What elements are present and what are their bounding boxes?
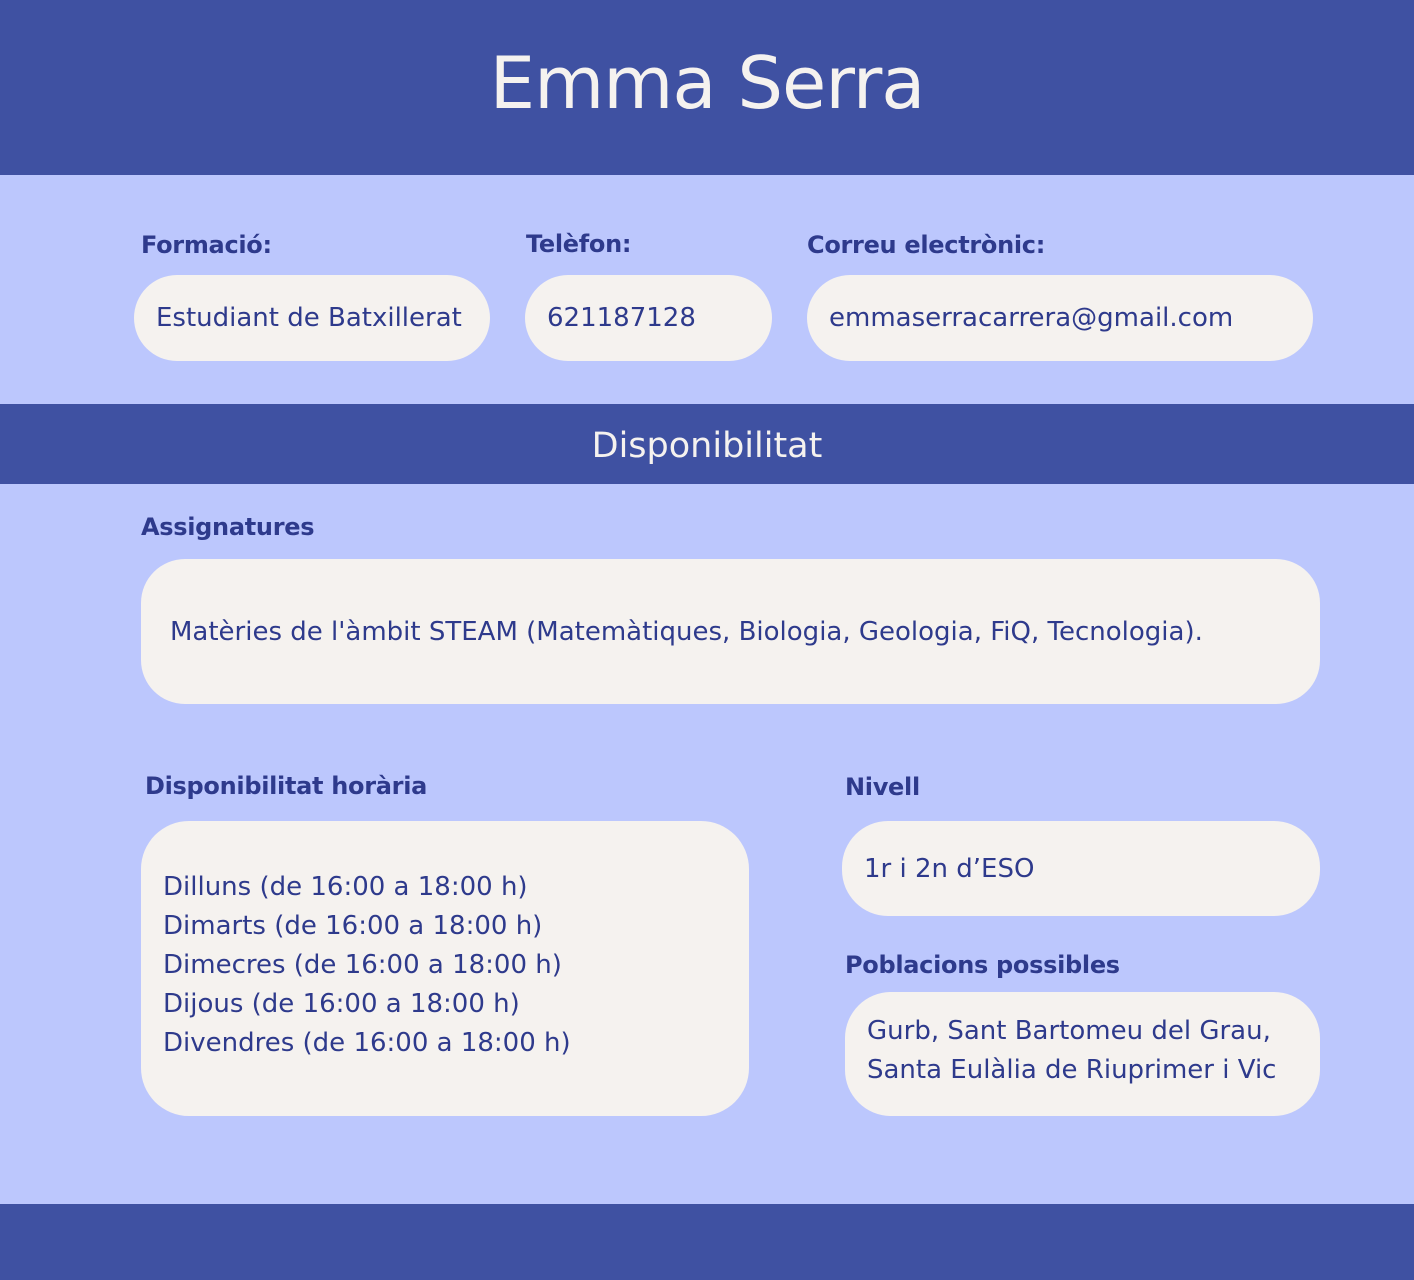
horaria-label: Disponibilitat horària	[145, 772, 428, 800]
telefon-value[interactable]: 621187128	[547, 303, 696, 333]
correu-label: Correu electrònic:	[807, 231, 1046, 259]
telefon-label: Telèfon:	[526, 230, 632, 258]
formacio-value: Estudiant de Batxillerat	[156, 303, 462, 333]
horaria-day: Divendres (de 16:00 a 18:00 h)	[163, 1028, 571, 1058]
correu-value[interactable]: emmaserracarrera@gmail.com	[829, 303, 1234, 333]
poblacions-line: Santa Eulàlia de Riuprimer i Vic	[867, 1055, 1277, 1085]
formacio-label: Formació:	[141, 231, 272, 259]
poblacions-label: Poblacions possibles	[845, 951, 1120, 979]
correu-field[interactable]	[807, 275, 1313, 361]
assignatures-value: Matèries de l'àmbit STEAM (Matemàtiques, Biologia, Geologia, FiQ, Tecnologia).	[170, 616, 1203, 647]
horaria-day: Dijous (de 16:00 a 18:00 h)	[163, 989, 520, 1019]
section-title: Disponibilitat	[591, 426, 823, 466]
telefon-field[interactable]	[525, 275, 772, 361]
poblacions-box	[845, 992, 1320, 1116]
poblacions-line: Gurb, Sant Bartomeu del Grau,	[867, 1016, 1271, 1046]
assignatures-box	[141, 559, 1320, 704]
horaria-day: Dimecres (de 16:00 a 18:00 h)	[163, 950, 562, 980]
nivell-value: 1r i 2n d’ESO	[864, 853, 1035, 884]
formacio-field	[134, 275, 490, 361]
horaria-day: Dilluns (de 16:00 a 18:00 h)	[163, 872, 528, 902]
nivell-box	[842, 821, 1320, 916]
horaria-box	[141, 821, 749, 1116]
page-title: Emma Serra	[489, 41, 925, 125]
horaria-day: Dimarts (de 16:00 a 18:00 h)	[163, 911, 543, 941]
footer-band	[0, 1204, 1414, 1280]
assignatures-label: Assignatures	[141, 513, 315, 541]
nivell-label: Nivell	[845, 773, 920, 801]
